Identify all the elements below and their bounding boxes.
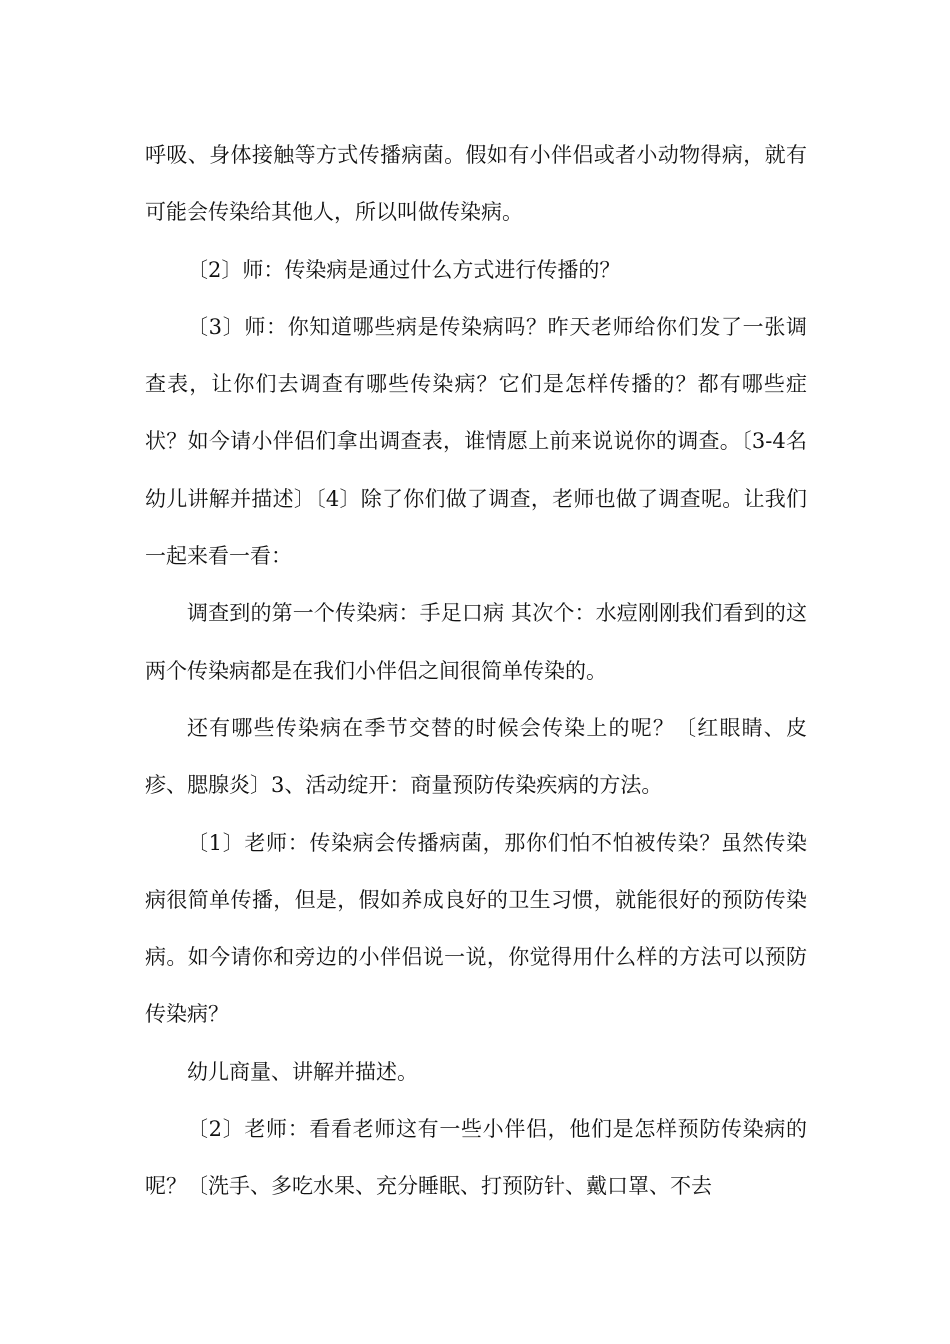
- paragraph-4: 调查到的第一个传染病：手足口病 其次个：水痘刚刚我们看到的这两个传染病都是在我们小伴侣之间很简单传染的。: [145, 601, 807, 683]
- paragraph-8: 〔2〕老师：看看老师这有一些小伴侣，他们是怎样预防传染病的呢？〔洗手、多吃水果、充分睡眠、打预防针、戴口罩、不去: [145, 1117, 807, 1199]
- paragraph-3: 〔3〕师：你知道哪些病是传染病吗？昨天老师给你们发了一张调查表，让你们去调查有哪些传染病？它们是怎样传播的？都有哪些症状？如今请小伴侣们拿出调查表，谁情愿上前来说说你的调查。〔3-4名幼儿讲解并描述〕〔4〕除了你们做了调查，老师也做了调查呢。让我们一起来看一看：: [145, 314, 807, 569]
- paragraph-5: 还有哪些传染病在季节交替的时候会传染上的呢？〔红眼睛、皮疹、腮腺炎〕3、活动绽开：商量预防传染疾病的方法。: [145, 715, 807, 798]
- document-body: [145, 127, 807, 1216]
- paragraph-1: 呼吸、身体接触等方式传播病菌。假如有小伴侣或者小动物得病，就有可能会传染给其他人，所以叫做传染病。: [145, 143, 807, 225]
- paragraph-7: 幼儿商量、讲解并描述。: [187, 1059, 418, 1084]
- paragraph-6: 〔1〕老师：传染病会传播病菌，那你们怕不怕被传染？虽然传染病很简单传播，但是，假如养成良好的卫生习惯，就能很好的预防传染病。如今请你和旁边的小伴侣说一说，你觉得用什么样的方法可以预防传染病？: [145, 830, 807, 1027]
- paragraph-2: 〔2〕师：传染病是通过什么方式进行传播的？: [187, 257, 621, 282]
